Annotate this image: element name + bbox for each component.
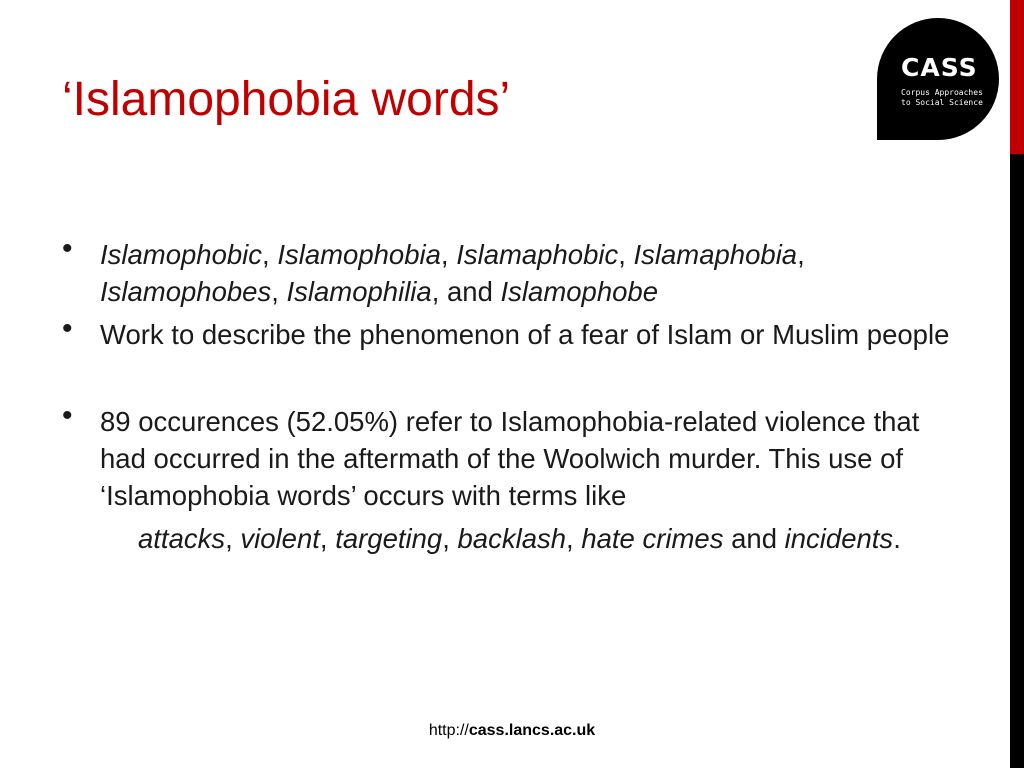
word-form: Islamophobes (100, 276, 272, 307)
term: targeting (335, 523, 443, 554)
footer-url-domain: cass.lancs.ac.uk (468, 722, 596, 739)
term: incidents (784, 523, 894, 554)
term: backlash (457, 523, 567, 554)
term: violent (240, 523, 320, 554)
footer-url[interactable] (0, 722, 1024, 740)
bullet-icon: • (62, 399, 73, 432)
separator: , (566, 523, 582, 554)
word-form: Islamaphobic (456, 239, 619, 270)
bullet-icon: • (62, 232, 73, 265)
slide-title: ‘Islamophobia words’ (62, 73, 511, 126)
separator: , (797, 239, 805, 270)
separator: and (723, 523, 785, 554)
term: hate crimes (581, 523, 724, 554)
separator: . (893, 523, 901, 554)
separator: , (618, 239, 634, 270)
right-edge-red-bar (1010, 0, 1024, 154)
separator: , (442, 523, 458, 554)
word-form: Islamophobia (277, 239, 441, 270)
bullet-item-purpose (62, 312, 962, 353)
separator: , (440, 239, 457, 270)
collocate-terms (62, 520, 962, 557)
logo-subtitle-line2: to Social Science (901, 98, 983, 107)
bullet-text: Work to describe the phenomenon of a fear of Islam or Muslim people (100, 319, 950, 350)
footer-url-prefix: http:// (428, 722, 469, 739)
word-form: Islamaphobia (633, 239, 798, 270)
separator: , (271, 276, 287, 307)
cass-logo (877, 18, 999, 140)
logo-title: CASS (901, 53, 978, 82)
right-edge-black-bar (1010, 154, 1024, 768)
logo-subtitle-line1: Corpus Approaches (901, 88, 983, 97)
bullet-item-word-forms (62, 232, 962, 310)
bullet-item-occurrences (62, 399, 962, 514)
separator: , and (431, 276, 501, 307)
slide-body (62, 232, 962, 557)
separator: , (225, 523, 241, 554)
bullet-icon: • (62, 312, 73, 345)
separator: , (262, 239, 278, 270)
word-form: Islamophobic (100, 239, 263, 270)
logo-subtitle (901, 88, 999, 108)
word-form: Islamophilia (286, 276, 432, 307)
word-form: Islamophobe (500, 276, 658, 307)
bullet-text: 89 occurences (52.05%) refer to Islamophobia-related violence that had occurred in the aftermath of the Woolwich murder. This use of ‘Islamophobia words’ occurs with terms like (100, 406, 920, 511)
separator: , (319, 523, 336, 554)
term: attacks (138, 523, 226, 554)
